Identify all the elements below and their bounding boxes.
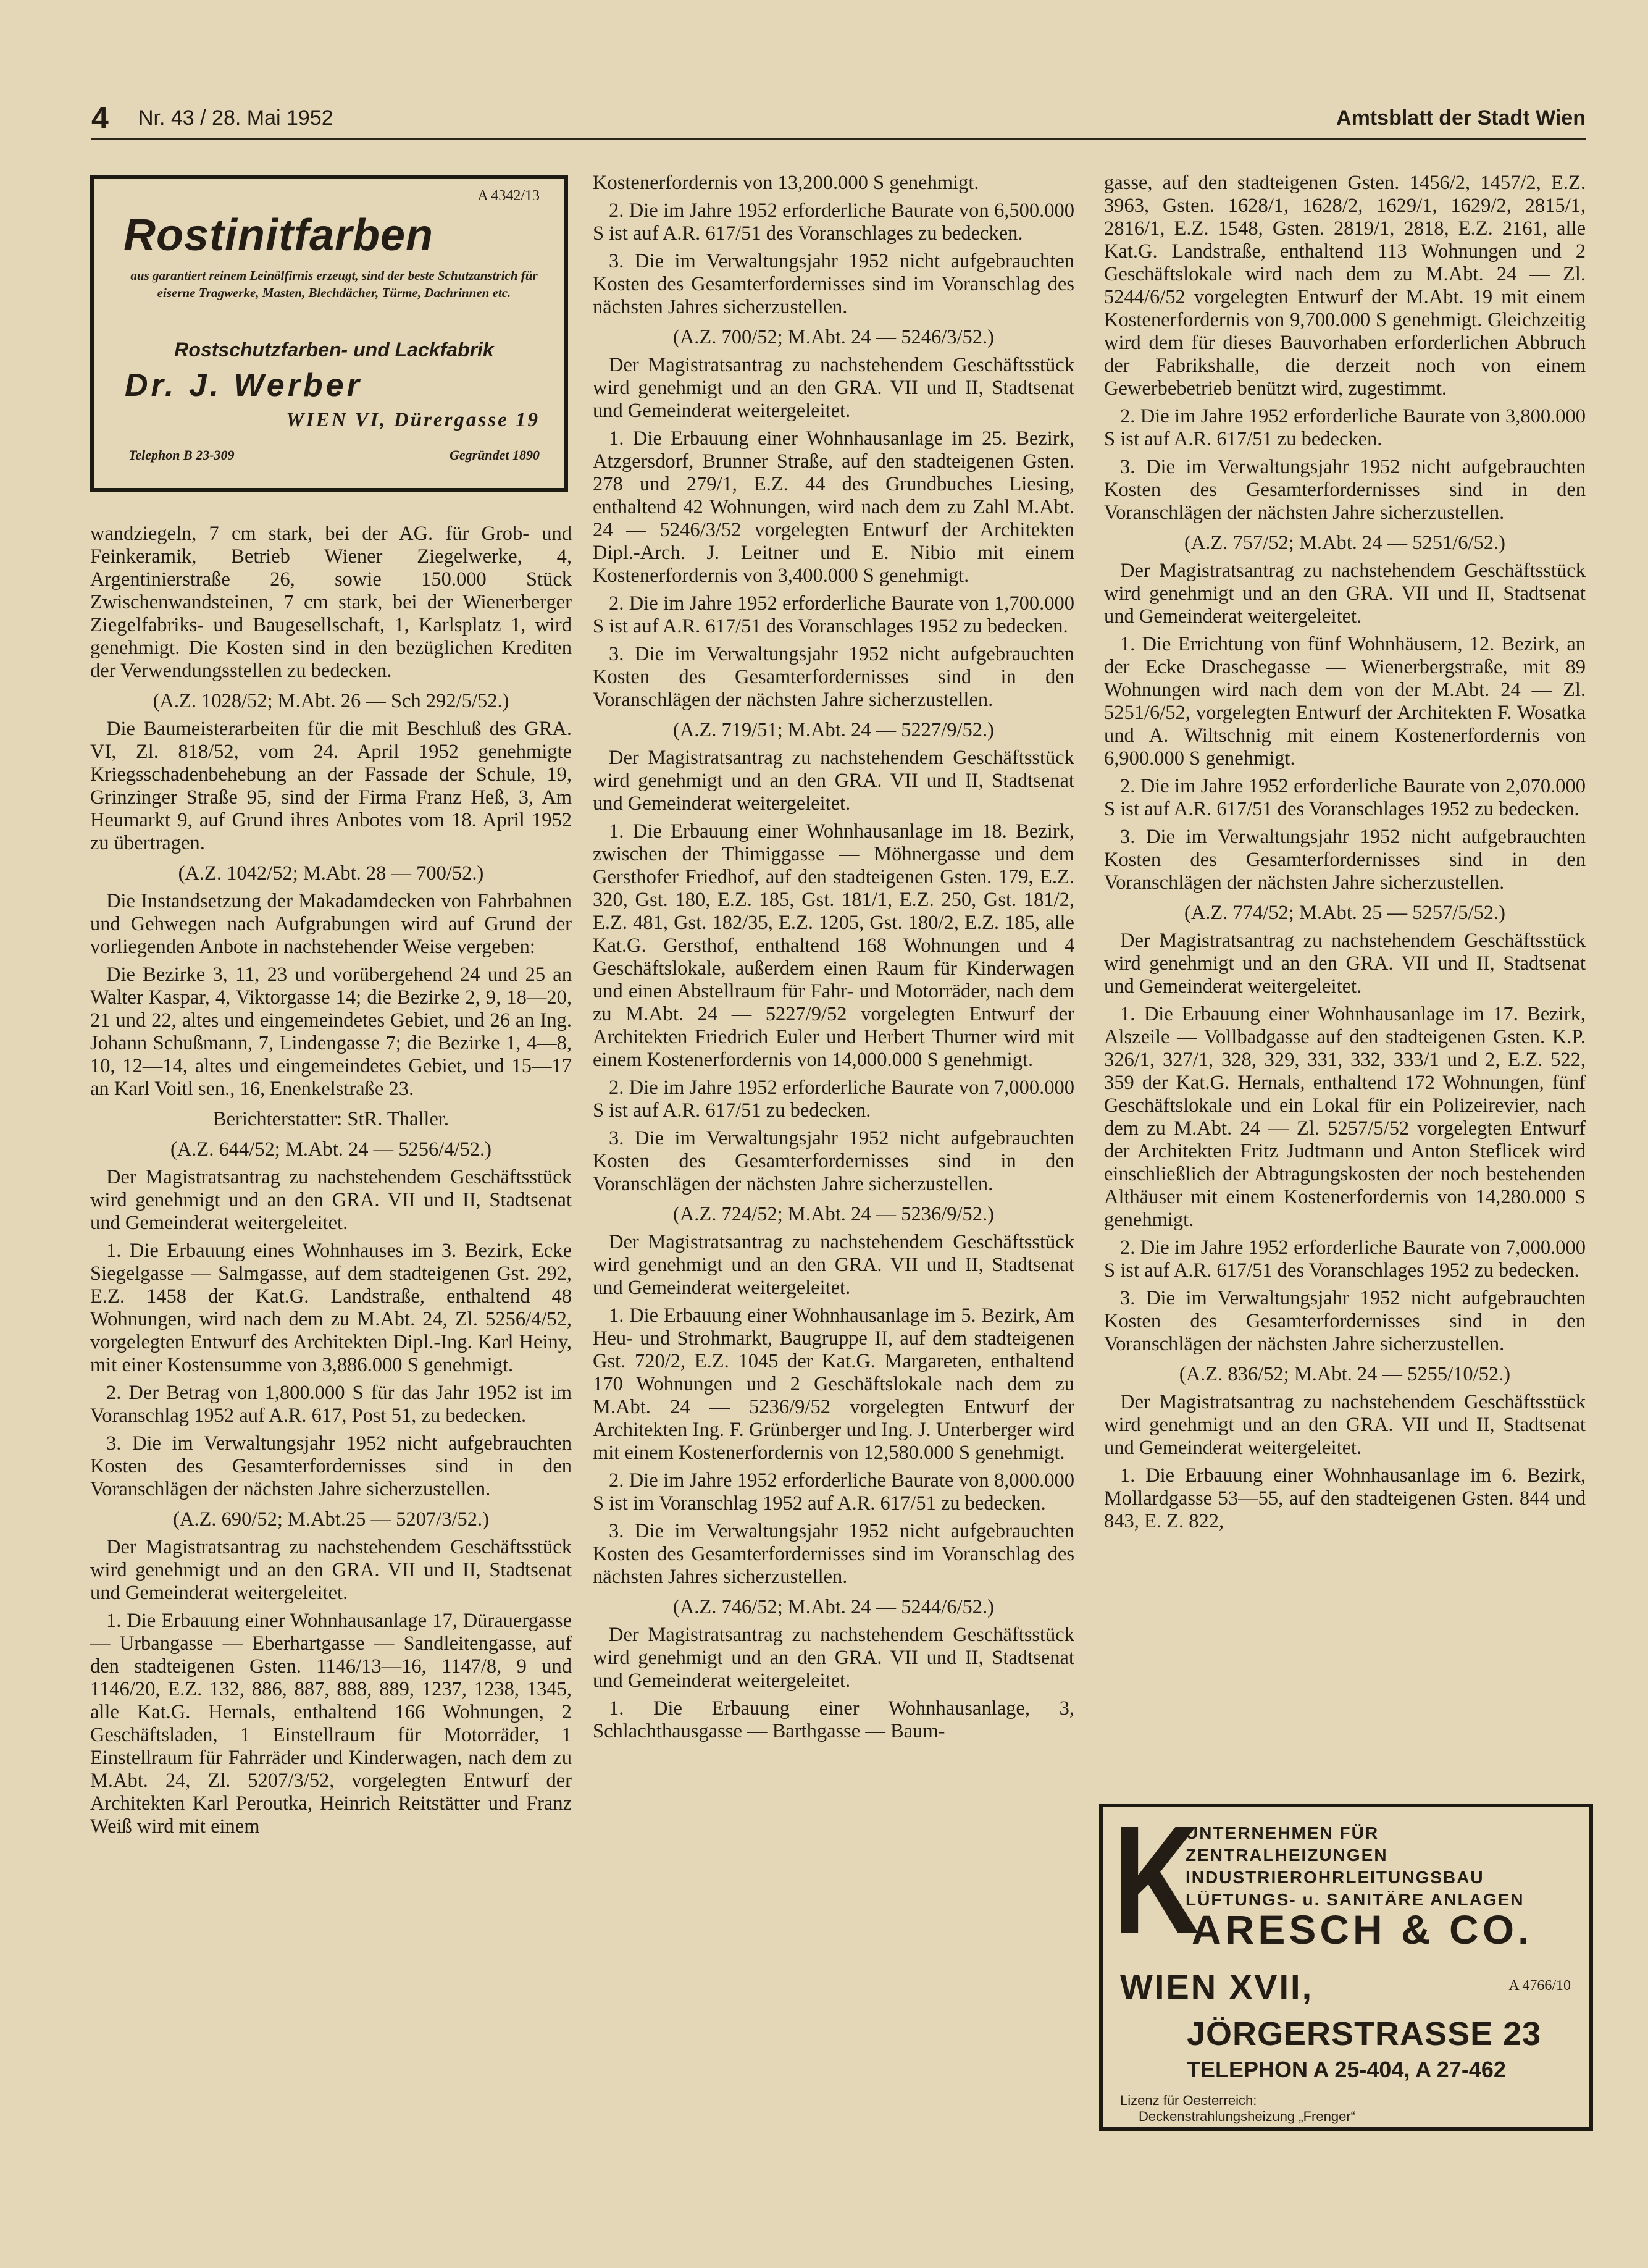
paragraph: 3. Die im Verwaltungsjahr 1952 nicht aufgebrauchten Kosten des Gesamterfordernisses sind im Voranschlag des nächsten Jahres sicherzustellen.	[593, 1520, 1074, 1588]
ad-code: A 4342/13	[477, 188, 540, 204]
file-reference: (A.Z. 746/52; M.Abt. 24 — 5244/6/52.)	[673, 1596, 994, 1618]
paragraph: Der Magistratsantrag zu nachstehendem Geschäftsstück wird genehmigt und an den GRA. VII und II, Stadtsenat und Gemeinderat weitergeleitet.	[593, 747, 1074, 815]
paragraph: 1. Die Erbauung einer Wohnhausanlage im 6. Bezirk, Mollardgasse 53—55, auf den stadteigenen Gsten. 844 und 843, E. Z. 822,	[1104, 1464, 1586, 1532]
paragraph: 1. Die Erbauung eines Wohnhauses im 3. Bezirk, Ecke Siegelgasse — Salmgasse, auf dem stadteigenen Gst. 292, E.Z. 1458 der Kat.G. Landstraße, enthaltend 48 Wohnungen, wird nach dem zu M.Abt. 24, Zl. 5256/4/52, vorgelegten Entwurf des Architekten Dipl.-Ing. Karl Heiny, mit einer Kostensumme von 3,886.000 S genehmigt.	[90, 1240, 572, 1376]
paragraph: wandziegeln, 7 cm stark, bei der AG. für Grob- und Feinkeramik, Betrieb Wiener Ziegelwerke, 4, Argentinierstraße 26, sowie 150.000 Stück Zwischenwandsteinen, 7 cm stark, bei der Wienerberger Ziegelfabriks- und Baugesellschaft, 1, Karlsplatz 1, wird genehmigt. Die Kosten sind in den bezüglichen Krediten der Verwendungsstellen zu bedecken.	[90, 523, 572, 682]
paragraph: Die Bezirke 3, 11, 23 und vorübergehend 24 und 25 an Walter Kaspar, 4, Viktorgasse 14; die Bezirke 2, 9, 18—20, 21 und 22, altes und eingemeindetes Gebiet, und 26 an Ing. Johann Schußmann, 7, Lindengasse 7; die Bezirke 1, 4—8, 10, 12—14, altes und eingemeindetes Gebiet, und 15—17 an Karl Voitl sen., 16, Enenkelstraße 23.	[90, 964, 572, 1100]
ad-initial-k: K	[1113, 1804, 1200, 1966]
paragraph: 1. Die Erbauung einer Wohnhausanlage im 17. Bezirk, Alszeile — Vollbadgasse auf den stadteigenen Gsten. K.P. 326/1, 327/1, 328, 329, 331, 332, 333/1 und 2, E.Z. 522, 359 der Kat.G. Hernals, enthaltend 172 Wohnungen, fünf Geschäftslokale und ein Lokal für ein Polizeirevier, nach dem zu M.Abt. 24 — Zl. 5257/5/52 vorgelegten Entwurf der Architekten Fritz Judtmann und Anton Steflicek wird einschließlich der Abtragungskosten der noch bestehenden Althäuser mit einem Kostenerfordernis von 14,280.000 S genehmigt.	[1104, 1003, 1586, 1231]
paragraph: 1. Die Erbauung einer Wohnhausanlage im 25. Bezirk, Atzgersdorf, Brunner Straße, auf den stadteigenen Gsten. 278 und 279/1, E.Z. 44 des Grundbuches Liesing, enthaltend 42 Wohnungen, wird nach dem zu Zahl M.Abt. 24 — 5246/3/52 vorgelegten Entwurf der Architekten Dipl.-Arch. J. Leitner und E. Nibio mit einem Kostenerfordernis von 3,400.000 S genehmigt.	[593, 427, 1074, 587]
advertisement-karesch	[1099, 1804, 1593, 2131]
file-reference: (A.Z. 719/51; M.Abt. 24 — 5227/9/52.)	[673, 719, 994, 741]
paragraph: 3. Die im Verwaltungsjahr 1952 nicht aufgebrauchten Kosten des Gesamterfordernisses sind in den Voranschlägen der nächsten Jahre sicherzustellen.	[1104, 1287, 1586, 1355]
paragraph: gasse, auf den stadteigenen Gsten. 1456/2, 1457/2, E.Z. 3963, Gsten. 1628/1, 1628/2, 1629/1, 1629/2, 2815/1, 2816/1, E.Z. 1548, Gsten. 2819/1, 2818, E.Z. 2161, alle Kat.G. Landstraße, enthaltend 113 Wohnungen und 2 Geschäftslokale wird nach dem zu M.Abt. 24 — Zl. 5244/6/52 vorgelegten Entwurf der M.Abt. 19 mit einem Kostenerfordernis von 9,700.000 S genehmigt. Gleichzeitig wird dem für dieses Bauvorhaben erforderlichen Abbruch der Fabrikshalle, die derzeit noch von einem Gewerbebetrieb benützt wird, zugestimmt.	[1104, 172, 1586, 400]
paragraph: 1. Die Erbauung einer Wohnhausanlage im 18. Bezirk, zwischen der Thimiggasse — Möhnergasse und dem Gersthofer Friedhof, auf den stadteigenen Gsten. 179, E.Z. 320, Gst. 180, E.Z. 185, Gst. 181/1, E.Z. 250, Gst. 181/2, E.Z. 481, Gst. 182/35, E.Z. 1205, Gst. 180/2, E.Z. 185, alle Kat.G. Gersthof, enthaltend 168 Wohnungen und 4 Geschäftslokale, außerdem einen Raum für Kinderwagen und einen Abstellraum für Fahr- und Motorräder, nach dem zu M.Abt. 24 — 5227/9/52 vorgelegten Entwurf der Architekten Friedrich Euler und Herbert Thurner wird mit einem Kostenerfordernis von 14,000.000 S genehmigt.	[593, 820, 1074, 1071]
article-column-1	[90, 523, 572, 1843]
paragraph: 3. Die im Verwaltungsjahr 1952 nicht aufgebrauchten Kosten des Gesamterfordernisses sind in den Voranschlägen der nächsten Jahre sicherzustellen.	[90, 1432, 572, 1500]
paragraph: 1. Die Erbauung einer Wohnhausanlage im 5. Bezirk, Am Heu- und Strohmarkt, Baugruppe II, auf dem stadteigenen Gst. 720/2, E.Z. 1045 der Kat.G. Margareten, enthaltend 170 Wohnungen und 2 Geschäftslokale nach dem zu M.Abt. 24 — 5236/9/52 vorgelegten Entwurf der Architekten Ing. F. Grünberger und Ing. J. Unterberger wird mit einem Kostenerfordernis von 12,580.000 S genehmigt.	[593, 1304, 1074, 1464]
article-column-2	[593, 172, 1074, 1748]
file-reference: (A.Z. 700/52; M.Abt. 24 — 5246/3/52.)	[673, 326, 994, 348]
file-reference: (A.Z. 1042/52; M.Abt. 28 — 700/52.)	[178, 862, 484, 884]
ad-phone: Telephon B 23-309	[128, 447, 235, 463]
rapporteur-line: Berichterstatter: StR. Thaller.	[212, 1108, 450, 1130]
article-column-3	[1104, 172, 1586, 1538]
ad-line-3: INDUSTRIEROHRLEITUNGSBAU	[1186, 1868, 1484, 1887]
file-reference: (A.Z. 724/52; M.Abt. 24 — 5236/9/52.)	[673, 1203, 994, 1225]
issue-date: Nr. 43 / 28. Mai 1952	[138, 106, 333, 130]
ad-line-4: LÜFTUNGS- u. SANITÄRE ANLAGEN	[1186, 1890, 1525, 1909]
ad-license-line-1: Lizenz für Oesterreich:	[1120, 2093, 1257, 2108]
paragraph: Der Magistratsantrag zu nachstehendem Geschäftsstück wird genehmigt und an den GRA. VII und II, Stadtsenat und Gemeinderat weitergeleitet.	[1104, 560, 1586, 628]
file-reference: (A.Z. 644/52; M.Abt. 24 — 5256/4/52.)	[170, 1138, 491, 1161]
paragraph: 3. Die im Verwaltungsjahr 1952 nicht aufgebrauchten Kosten des Gesamterfordernisses sind im Voranschlag des nächsten Jahres sicherzustellen.	[593, 250, 1074, 318]
paragraph: 2. Der Betrag von 1,800.000 S für das Jahr 1952 ist im Voranschlag 1952 auf A.R. 617, Post 51, zu bedecken.	[90, 1382, 572, 1427]
paragraph: Der Magistratsantrag zu nachstehendem Geschäftsstück wird genehmigt und an den GRA. VII und II, Stadtsenat und Gemeinderat weitergeleitet.	[1104, 1391, 1586, 1459]
paragraph: Der Magistratsantrag zu nachstehendem Geschäftsstück wird genehmigt und an den GRA. VII und II, Stadtsenat und Gemeinderat weitergeleitet.	[593, 1231, 1074, 1299]
ad-license-line-2: Deckenstrahlungsheizung „Frenger“	[1139, 2109, 1355, 2124]
paragraph: Die Instandsetzung der Makadamdecken von Fahrbahnen und Gehwegen nach Aufgrabungen wird auf Grund der vorliegenden Anbote in nachstehender Weise vergeben:	[90, 890, 572, 958]
file-reference: (A.Z. 774/52; M.Abt. 25 — 5257/5/52.)	[1184, 902, 1505, 924]
paragraph: 2. Die im Jahre 1952 erforderliche Baurate von 8,000.000 S ist im Voranschlag 1952 auf A.R. 617/51 zu bedecken.	[593, 1469, 1074, 1514]
paragraph: 2. Die im Jahre 1952 erforderliche Baurate von 2,070.000 S ist auf A.R. 617/51 des Voranschlages 1952 zu bedecken.	[1104, 775, 1586, 820]
paragraph: 3. Die im Verwaltungsjahr 1952 nicht aufgebrauchten Kosten des Gesamterfordernisses sind in den Voranschlägen der nächsten Jahre sicherzustellen.	[593, 1127, 1074, 1195]
paragraph: Der Magistratsantrag zu nachstehendem Geschäftsstück wird genehmigt und an den GRA. VII und II, Stadtsenat und Gemeinderat weitergeleitet.	[90, 1536, 572, 1604]
ad-line-1: UNTERNEHMEN FÜR	[1186, 1823, 1379, 1842]
ad-license	[1120, 2093, 1355, 2125]
paragraph: Der Magistratsantrag zu nachstehendem Geschäftsstück wird genehmigt und an den GRA. VII und II, Stadtsenat und Gemeinderat weitergeleitet.	[1104, 930, 1586, 998]
ad-street: JÖRGERSTRASSE 23	[1187, 2015, 1542, 2052]
paragraph: 2. Die im Jahre 1952 erforderliche Baurate von 3,800.000 S ist auf A.R. 617/51 zu bedecken.	[1104, 405, 1586, 450]
file-reference: (A.Z. 1028/52; M.Abt. 26 — Sch 292/5/52.)	[153, 690, 509, 712]
paragraph: 1. Die Erbauung einer Wohnhausanlage, 3, Schlachthausgasse — Barthgasse — Baum-	[593, 1697, 1074, 1742]
ad-founded: Gegründet 1890	[449, 447, 540, 463]
paragraph: 2. Die im Jahre 1952 erforderliche Baurate von 7,000.000 S ist auf A.R. 617/51 des Voranschlages 1952 zu bedecken.	[1104, 1237, 1586, 1282]
ad-factory: Rostschutzfarben- und Lackfabrik	[174, 338, 494, 361]
paragraph: Der Magistratsantrag zu nachstehendem Geschäftsstück wird genehmigt und an den GRA. VII und II, Stadtsenat und Gemeinderat weitergeleitet.	[593, 1624, 1074, 1692]
paragraph: 2. Die im Jahre 1952 erforderliche Baurate von 7,000.000 S ist auf A.R. 617/51 zu bedecken.	[593, 1077, 1074, 1122]
page-number: 4	[91, 101, 109, 135]
paragraph: 3. Die im Verwaltungsjahr 1952 nicht aufgebrauchten Kosten des Gesamterfordernisses sind in den Voranschlägen der nächsten Jahre sicherzustellen.	[1104, 456, 1586, 524]
ad-code: A 4766/10	[1508, 1978, 1571, 1994]
paragraph: 3. Die im Verwaltungsjahr 1952 nicht aufgebrauchten Kosten des Gesamterfordernisses sind in den Voranschlägen der nächsten Jahre sicherzustellen.	[1104, 826, 1586, 894]
file-reference: (A.Z. 836/52; M.Abt. 24 — 5255/10/52.)	[1179, 1363, 1511, 1385]
ad-company: ARESCH & CO.	[1192, 1907, 1533, 1952]
ad-city: WIEN XVII,	[1120, 1967, 1314, 2006]
paragraph: 1. Die Errichtung von fünf Wohnhäusern, 12. Bezirk, an der Ecke Draschegasse — Wienerbergstraße, mit 89 Wohnungen wird nach dem von der M.Abt. 24 — Zl. 5251/6/52, vorgelegten Entwurf der Architekten F. Wosatka und A. Wiltschnig mit einem Kostenerfordernis von 6,900.000 S genehmigt.	[1104, 633, 1586, 770]
paragraph: 2. Die im Jahre 1952 erforderliche Baurate von 1,700.000 S ist auf A.R. 617/51 des Voranschlages 1952 zu bedecken.	[593, 592, 1074, 637]
ad-tagline: aus garantiert reinem Leinölfirnis erzeugt, sind der beste Schutzanstrich für eiserne Tragwerke, Masten, Blechdächer, Türme, Dachrinnen etc.	[130, 268, 538, 300]
file-reference: (A.Z. 757/52; M.Abt. 24 — 5251/6/52.)	[1184, 532, 1505, 554]
ad-address: WIEN VI, Dürergasse 19	[286, 409, 540, 431]
publication-title: Amtsblatt der Stadt Wien	[1336, 106, 1586, 130]
file-reference: (A.Z. 690/52; M.Abt.25 — 5207/3/52.)	[173, 1508, 489, 1531]
ad-telephone: TELEPHON A 25-404, A 27-462	[1187, 2057, 1506, 2082]
paragraph: Der Magistratsantrag zu nachstehendem Geschäftsstück wird genehmigt und an den GRA. VII und II, Stadtsenat und Gemeinderat weitergeleitet.	[593, 354, 1074, 422]
paragraph: Kostenerfordernis von 13,200.000 S genehmigt.	[593, 172, 979, 194]
paragraph: 2. Die im Jahre 1952 erforderliche Baurate von 6,500.000 S ist auf A.R. 617/51 des Voranschlages zu bedecken.	[593, 200, 1074, 245]
paragraph: Die Baumeisterarbeiten für die mit Beschluß des GRA. VI, Zl. 818/52, vom 24. April 1952 genehmigte Kriegsschadenbehebung an der Fassade der Schule, 19, Grinzinger Straße 95, sind der Firma Franz Heß, 3, Am Heumarkt 9, auf Grund ihres Anbotes vom 18. April 1952 zu übertragen.	[90, 718, 572, 854]
paragraph: Der Magistratsantrag zu nachstehendem Geschäftsstück wird genehmigt und an den GRA. VII und II, Stadtsenat und Gemeinderat weitergeleitet.	[90, 1166, 572, 1234]
paragraph: 1. Die Erbauung einer Wohnhausanlage 17, Dürauergasse — Urbangasse — Eberhartgasse — Sandleitengasse, auf den stadteigenen Gsten. 1146/13—16, 1147/8, 9 und 1146/20, E.Z. 132, 886, 887, 888, 889, 1237, 1238, 1345, alle Kat.G. Hernals, enthaltend 166 Wohnungen, 2 Geschäftsladen, 1 Einstellraum für Motorräder, 1 Einstellraum für Fahrräder und Kinderwagen, nach dem zu M.Abt. 24, Zl. 5207/3/52, vorgelegten Entwurf der Architekten Karl Peroutka, Heinrich Reitstätter und Franz Weiß wird mit einem	[90, 1610, 572, 1838]
ad-line-2: ZENTRALHEIZUNGEN	[1186, 1846, 1388, 1865]
advertisement-rostinitfarben	[90, 175, 568, 492]
paragraph: 3. Die im Verwaltungsjahr 1952 nicht aufgebrauchten Kosten des Gesamterfordernisses sind in den Voranschlägen der nächsten Jahre sicherzustellen.	[593, 643, 1074, 711]
ad-brand: Rostinitfarben	[123, 211, 434, 260]
page-header	[91, 103, 1586, 140]
ad-owner: Dr. J. Werber	[125, 368, 362, 403]
